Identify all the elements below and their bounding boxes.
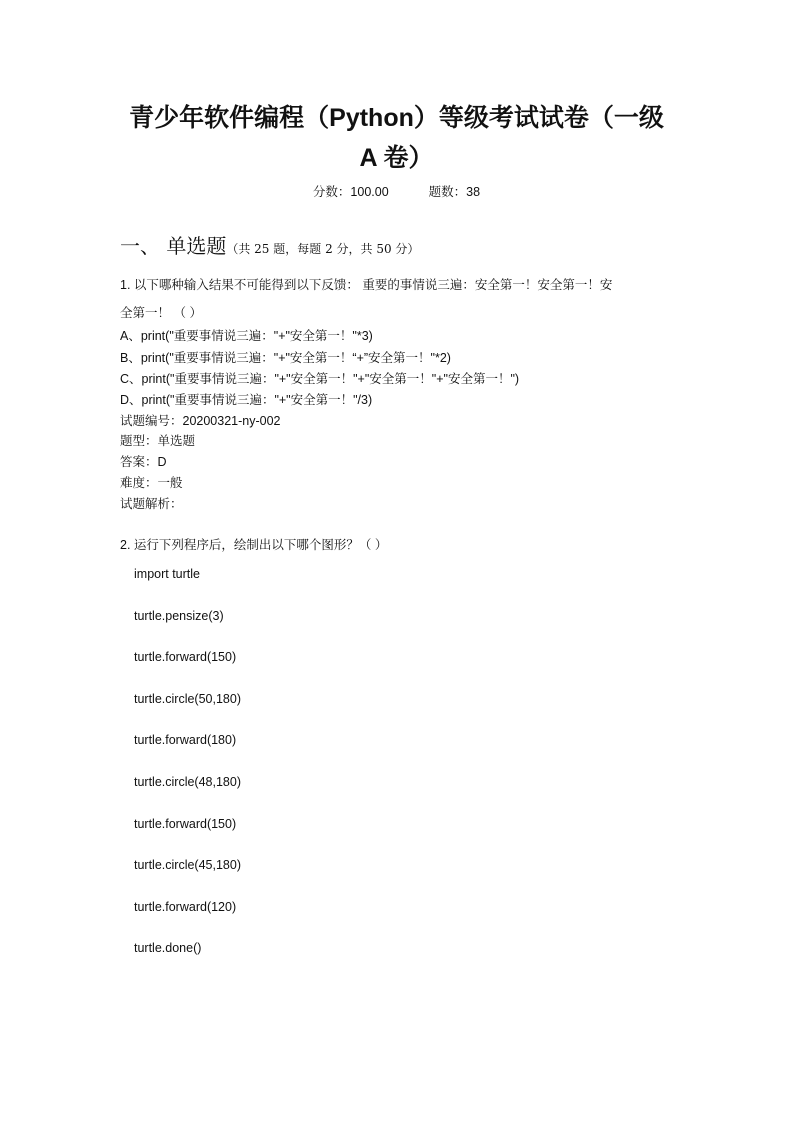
q1-option-c: C、print("重要事情说三遍："+"安全第一！"+"安全第一！"+"安全第一！"): [120, 372, 520, 386]
q2-code-line: turtle.pensize(3): [134, 609, 224, 623]
q2-code-line: turtle.circle(45,180): [134, 858, 241, 872]
q1-id: 试题编号：20200321-ny-002: [120, 414, 281, 428]
q1-analysis: 试题解析：: [120, 497, 183, 511]
exam-meta: [0, 182, 793, 200]
q2-stem: 2. 运行下列程序后，绘制出以下哪个图形？（ ）: [120, 538, 388, 552]
score-text: 分数：100.00: [312, 185, 389, 199]
q1-option-b: B、print("重要事情说三遍："+"安全第一！“+”安全第一！"*2): [120, 351, 451, 365]
q1-option-a: A、print("重要事情说三遍："+"安全第一！"*3): [120, 329, 373, 343]
q1-option-d: D、print("重要事情说三遍："+"安全第一！"/3): [120, 393, 373, 407]
q2-code-line: turtle.circle(48,180): [134, 775, 241, 789]
q1-stem-line1: 1. 以下哪种输入结果不可能得到以下反馈： 重要的事情说三遍：安全第一！安全第一！安: [120, 278, 613, 292]
q2-code-line: turtle.circle(50,180): [134, 692, 241, 706]
q1-stem-line2: 全第一！ （ ）: [120, 306, 202, 320]
q2-code-line: turtle.forward(120): [134, 900, 237, 914]
question-count-text: 题数：38: [428, 185, 481, 199]
q1-answer: 答案：D: [120, 455, 167, 469]
exam-title-line2: A 卷）: [359, 144, 434, 172]
exam-title-line1: 青少年软件编程（Python）等级考试试卷（一级: [129, 104, 664, 132]
q1-difficulty: 难度：一般: [120, 476, 183, 490]
q2-code-line: turtle.forward(150): [134, 650, 237, 664]
section-note: （共 25 题，每题 2 分，共 50 分）: [226, 242, 420, 256]
exam-title: [100, 98, 693, 178]
q2-code-line: import turtle: [134, 567, 200, 581]
section-title: 一、 单选题: [120, 234, 227, 258]
q1-type: 题型：单选题: [120, 434, 196, 448]
q2-code-line: turtle.forward(180): [134, 733, 237, 747]
q2-code-line: turtle.forward(150): [134, 817, 237, 831]
section-heading: [120, 230, 419, 259]
q2-code-line: turtle.done(): [134, 941, 202, 955]
